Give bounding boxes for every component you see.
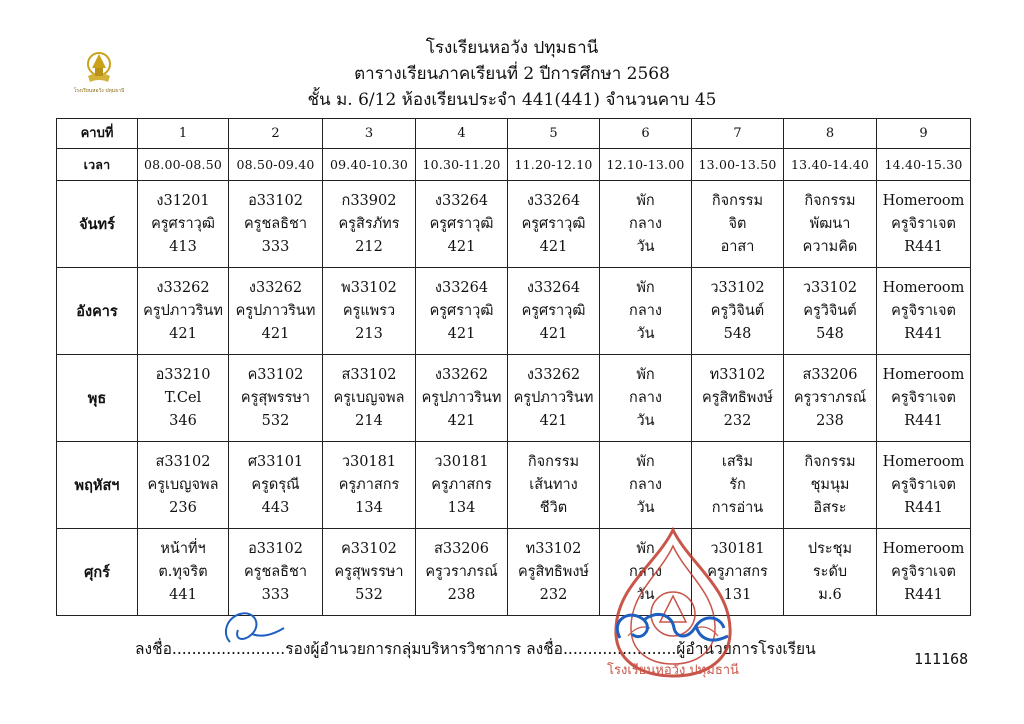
cell-line: อ33102 bbox=[248, 540, 303, 557]
cell-line: เส้นทาง bbox=[529, 476, 578, 493]
cell-line: ครูปภาวรินท bbox=[513, 389, 594, 406]
day-row bbox=[57, 268, 971, 355]
cell-line: พัก bbox=[636, 366, 655, 383]
cell-line: Homeroom bbox=[882, 192, 965, 209]
cell-line: กิจกรรม bbox=[804, 192, 856, 209]
schedule-cell bbox=[323, 442, 416, 529]
schedule-cell bbox=[784, 442, 877, 529]
cell-line: ว33102 bbox=[802, 279, 858, 296]
cell-line: จิต bbox=[728, 215, 747, 232]
cell-line: ง33262 bbox=[526, 366, 581, 383]
cell-line: ครูวิจินต์ bbox=[803, 302, 857, 319]
cell-line: ครูสิทธิพงษ์ bbox=[702, 389, 773, 406]
time-row bbox=[57, 149, 971, 181]
cell-line: กลาง bbox=[629, 389, 662, 406]
cell-line: ศ33101 bbox=[247, 453, 304, 470]
cell-line: ครูปภาวรินท bbox=[143, 302, 223, 319]
cell-line: 134 bbox=[447, 499, 476, 516]
cell-line: ครูจิราเจต bbox=[891, 302, 956, 319]
cell-line: ระดับ bbox=[812, 563, 848, 580]
cell-line: 333 bbox=[261, 238, 290, 255]
schedule-cell bbox=[229, 529, 323, 616]
cell-line: ว33102 bbox=[710, 279, 765, 296]
cell-line: Homeroom bbox=[882, 453, 965, 470]
period-time: 11.20-12.10 bbox=[508, 149, 600, 181]
cell-line: 421 bbox=[261, 325, 290, 342]
cell-line: 421 bbox=[539, 412, 568, 429]
cell-line: พัก bbox=[636, 192, 655, 209]
cell-line: 421 bbox=[539, 325, 568, 342]
schedule-cell bbox=[692, 268, 784, 355]
cell-line: ครูศราวุฒิ bbox=[429, 215, 494, 232]
schedule-cell bbox=[323, 355, 416, 442]
cell-line: ง33264 bbox=[434, 192, 489, 209]
schedule-cell bbox=[138, 442, 229, 529]
day-row bbox=[57, 355, 971, 442]
cell-line: 238 bbox=[816, 412, 844, 429]
cell-line: 421 bbox=[539, 238, 568, 255]
cell-line: ง31201 bbox=[156, 192, 210, 209]
cell-line: ครูเบญจพล bbox=[147, 476, 219, 493]
schedule-cell bbox=[784, 181, 877, 268]
schedule-cell bbox=[229, 268, 323, 355]
period-header-row bbox=[57, 119, 971, 149]
schedule-cell bbox=[138, 268, 229, 355]
period-number: 9 bbox=[877, 119, 971, 149]
cell-line: กิจกรรม bbox=[804, 453, 856, 470]
cell-line: ส33206 bbox=[434, 540, 489, 557]
cell-line: ครูสุพรรษา bbox=[334, 563, 404, 580]
schedule-cell bbox=[877, 181, 971, 268]
schedule-cell bbox=[229, 355, 323, 442]
period-number: 1 bbox=[138, 119, 229, 149]
period-time: 08.00-08.50 bbox=[138, 149, 229, 181]
schedule-cell bbox=[600, 268, 692, 355]
schedule-cell bbox=[692, 355, 784, 442]
cell-line: ประชุม bbox=[807, 540, 853, 557]
day-row bbox=[57, 181, 971, 268]
schedule-cell bbox=[877, 442, 971, 529]
period-time: 09.40-10.30 bbox=[323, 149, 416, 181]
cell-line: ส33102 bbox=[155, 453, 211, 470]
schedule-cell bbox=[784, 529, 877, 616]
cell-line: ง33264 bbox=[434, 279, 489, 296]
cell-line: ง33264 bbox=[526, 279, 581, 296]
period-time: 13.00-13.50 bbox=[692, 149, 784, 181]
schedule-title: ตารางเรียนภาคเรียนที่ 2 ปีการศึกษา 2568 bbox=[354, 64, 670, 84]
cell-line: วัน bbox=[636, 499, 655, 516]
schedule-cell bbox=[877, 268, 971, 355]
period-number: 8 bbox=[784, 119, 877, 149]
period-time: 08.50-09.40 bbox=[229, 149, 323, 181]
cell-line: ครูศราวุฒิ bbox=[429, 302, 494, 319]
schedule-cell bbox=[416, 355, 508, 442]
cell-line: วัน bbox=[636, 238, 655, 255]
schedule-cell bbox=[600, 355, 692, 442]
logo-caption: โรงเรียนหอวัง ปทุมธานี bbox=[74, 88, 124, 94]
schedule-cell bbox=[229, 442, 323, 529]
schedule-cell bbox=[784, 355, 877, 442]
cell-line: 212 bbox=[355, 238, 383, 255]
schedule-cell bbox=[138, 181, 229, 268]
cell-line: วัน bbox=[636, 325, 655, 342]
cell-line: ครูจิราเจต bbox=[891, 389, 956, 406]
cell-line: ค33102 bbox=[341, 540, 397, 557]
schedule-cell bbox=[229, 181, 323, 268]
cell-line: ครูภาสกร bbox=[431, 476, 492, 493]
school-emblem-icon bbox=[74, 46, 124, 96]
period-number: 7 bbox=[692, 119, 784, 149]
cell-line: ก33902 bbox=[341, 192, 397, 209]
schedule-cell bbox=[508, 529, 600, 616]
schedule-cell bbox=[877, 355, 971, 442]
cell-line: ครูชลธิชา bbox=[243, 563, 308, 580]
cell-line: กิจกรรม bbox=[711, 192, 764, 209]
schedule-cell bbox=[323, 181, 416, 268]
cell-line: ชีวิต bbox=[539, 499, 568, 516]
cell-line: R441 bbox=[904, 499, 943, 516]
cell-line: ง33262 bbox=[434, 366, 489, 383]
period-number: 3 bbox=[323, 119, 416, 149]
schedule-cell bbox=[416, 268, 508, 355]
cell-line: ครูวราภรณ์ bbox=[425, 563, 498, 580]
cell-line: 232 bbox=[539, 586, 568, 603]
cell-line: R441 bbox=[904, 586, 943, 603]
cell-line: 441 bbox=[169, 586, 197, 603]
cell-line: 238 bbox=[447, 586, 476, 603]
cell-line: ง33264 bbox=[526, 192, 581, 209]
schedule-cell bbox=[508, 355, 600, 442]
cell-line: Homeroom bbox=[882, 540, 965, 557]
day-name: จันทร์ bbox=[57, 181, 138, 268]
day-name: พฤหัสฯ bbox=[57, 442, 138, 529]
cell-line: ครูจิราเจต bbox=[891, 476, 956, 493]
cell-line: 413 bbox=[169, 238, 197, 255]
cell-line: Homeroom bbox=[882, 279, 965, 296]
cell-line: ว30181 bbox=[341, 453, 397, 470]
cell-line: ครูศราวุฒิ bbox=[151, 215, 215, 232]
cell-line: 346 bbox=[169, 412, 197, 429]
cell-line: ครูศราวุฒิ bbox=[521, 215, 586, 232]
cell-line: วัน bbox=[636, 412, 655, 429]
cell-line: พัก bbox=[636, 540, 655, 557]
cell-line: R441 bbox=[904, 325, 943, 342]
seal-text: โรงเรียนหอวัง ปทุมธานี bbox=[607, 663, 739, 678]
day-name: อังคาร bbox=[57, 268, 138, 355]
cell-line: วัน bbox=[636, 586, 655, 603]
schedule-cell bbox=[600, 442, 692, 529]
cell-line: ง33262 bbox=[248, 279, 303, 296]
cell-line: ครูภาสกร bbox=[707, 563, 768, 580]
cell-line: ว30181 bbox=[710, 540, 765, 557]
cell-line: 134 bbox=[355, 499, 383, 516]
cell-line: ครูจิราเจต bbox=[891, 215, 956, 232]
cell-line: พ33102 bbox=[341, 279, 397, 296]
class-info: ชั้น ม. 6/12 ห้องเรียนประจำ 441(441) จำนวนคาบ 45 bbox=[307, 90, 717, 110]
cell-line: ครูปภาวรินท bbox=[421, 389, 502, 406]
schedule-cell bbox=[508, 181, 600, 268]
cell-line: ส33102 bbox=[341, 366, 397, 383]
schedule-cell bbox=[138, 355, 229, 442]
schedule-cell bbox=[692, 181, 784, 268]
cell-line: 333 bbox=[261, 586, 290, 603]
day-row bbox=[57, 529, 971, 616]
day-name: พุธ bbox=[57, 355, 138, 442]
cell-line: ท33102 bbox=[709, 366, 766, 383]
document-code: 111168 bbox=[914, 650, 969, 668]
cell-line: อิสระ bbox=[813, 499, 847, 516]
cell-line: พัฒนา bbox=[809, 215, 851, 232]
cell-line: ม.6 bbox=[818, 586, 842, 603]
cell-line: Homeroom bbox=[882, 366, 965, 383]
cell-line: อาสา bbox=[720, 238, 755, 255]
cell-line: 548 bbox=[723, 325, 752, 342]
cell-line: ครูสุพรรษา bbox=[240, 389, 311, 406]
cell-line: 421 bbox=[447, 325, 476, 342]
schedule-cell bbox=[138, 529, 229, 616]
signature-line: ลงชื่อ.......................รองผู้อำนวยการกลุ่มบริหารวิชาการ ลงชื่อ.......................ผู้อำนวยการโรงเรียน bbox=[135, 640, 816, 658]
cell-line: ว30181 bbox=[434, 453, 489, 470]
cell-line: ครูปภาวรินท bbox=[235, 302, 316, 319]
cell-line: ชุมนุม bbox=[810, 476, 850, 493]
cell-line: ครูชลธิชา bbox=[243, 215, 308, 232]
cell-line: หน้าที่ฯ bbox=[160, 540, 206, 557]
cell-line: 213 bbox=[355, 325, 383, 342]
cell-line: อ33210 bbox=[155, 366, 211, 383]
cell-line: ครูเบญจพล bbox=[333, 389, 405, 406]
schedule-cell bbox=[323, 268, 416, 355]
vice-director-signature bbox=[218, 604, 298, 654]
cell-line: พัก bbox=[636, 279, 655, 296]
cell-line: ต.ทุจริต bbox=[158, 563, 208, 580]
time-label: เวลา bbox=[57, 149, 138, 181]
cell-line: เสริม bbox=[721, 453, 754, 470]
cell-line: 232 bbox=[723, 412, 752, 429]
cell-line: 131 bbox=[723, 586, 752, 603]
schedule-cell bbox=[877, 529, 971, 616]
cell-line: ครูภาสกร bbox=[338, 476, 400, 493]
cell-line: 421 bbox=[169, 325, 197, 342]
schedule-cell bbox=[508, 442, 600, 529]
period-number: 4 bbox=[416, 119, 508, 149]
cell-line: ครูดรุณี bbox=[251, 476, 300, 493]
schedule-cell bbox=[692, 442, 784, 529]
period-time: 12.10-13.00 bbox=[600, 149, 692, 181]
cell-line: 421 bbox=[447, 238, 476, 255]
director-signature bbox=[600, 600, 750, 655]
cell-line: ความคิด bbox=[802, 238, 858, 255]
period-time: 10.30-11.20 bbox=[416, 149, 508, 181]
cell-line: อ33102 bbox=[248, 192, 303, 209]
cell-line: การอ่าน bbox=[711, 499, 764, 516]
cell-line: กลาง bbox=[629, 215, 662, 232]
cell-line: ค33102 bbox=[247, 366, 304, 383]
timetable bbox=[56, 118, 971, 616]
cell-line: 421 bbox=[447, 412, 476, 429]
cell-line: กลาง bbox=[629, 476, 662, 493]
cell-line: รัก bbox=[729, 476, 746, 493]
period-label: คาบที่ bbox=[57, 119, 138, 149]
cell-line: ครูศราวุฒิ bbox=[521, 302, 586, 319]
schedule-cell bbox=[416, 442, 508, 529]
cell-line: R441 bbox=[904, 412, 943, 429]
cell-line: ครูจิราเจต bbox=[891, 563, 956, 580]
cell-line: กิจกรรม bbox=[527, 453, 580, 470]
day-row bbox=[57, 442, 971, 529]
cell-line: ง33262 bbox=[156, 279, 210, 296]
cell-line: 532 bbox=[261, 412, 290, 429]
period-number: 5 bbox=[508, 119, 600, 149]
cell-line: ครูวราภรณ์ bbox=[793, 389, 867, 406]
cell-line: ครูวิจินต์ bbox=[710, 302, 765, 319]
cell-line: 214 bbox=[355, 412, 383, 429]
cell-line: 532 bbox=[355, 586, 383, 603]
period-number: 6 bbox=[600, 119, 692, 149]
day-name: ศุกร์ bbox=[57, 529, 138, 616]
cell-line: 236 bbox=[169, 499, 197, 516]
schedule-cell bbox=[784, 268, 877, 355]
schedule-cell bbox=[600, 181, 692, 268]
period-time: 14.40-15.30 bbox=[877, 149, 971, 181]
schedule-cell bbox=[416, 181, 508, 268]
cell-line: 548 bbox=[816, 325, 844, 342]
cell-line: ครูแพรว bbox=[342, 302, 396, 319]
cell-line: พัก bbox=[636, 453, 655, 470]
schedule-cell bbox=[323, 529, 416, 616]
cell-line: ครูสิรภัทร bbox=[338, 215, 400, 232]
cell-line: กลาง bbox=[629, 563, 662, 580]
cell-line: T.Cel bbox=[164, 389, 202, 406]
cell-line: ส33206 bbox=[802, 366, 858, 383]
period-number: 2 bbox=[229, 119, 323, 149]
cell-line: ครูสิทธิพงษ์ bbox=[518, 563, 589, 580]
cell-line: ท33102 bbox=[525, 540, 582, 557]
schedule-cell bbox=[416, 529, 508, 616]
school-name: โรงเรียนหอวัง ปทุมธานี bbox=[425, 38, 599, 58]
period-time: 13.40-14.40 bbox=[784, 149, 877, 181]
cell-line: กลาง bbox=[629, 302, 662, 319]
cell-line: R441 bbox=[904, 238, 943, 255]
cell-line: 443 bbox=[261, 499, 290, 516]
schedule-cell bbox=[508, 268, 600, 355]
